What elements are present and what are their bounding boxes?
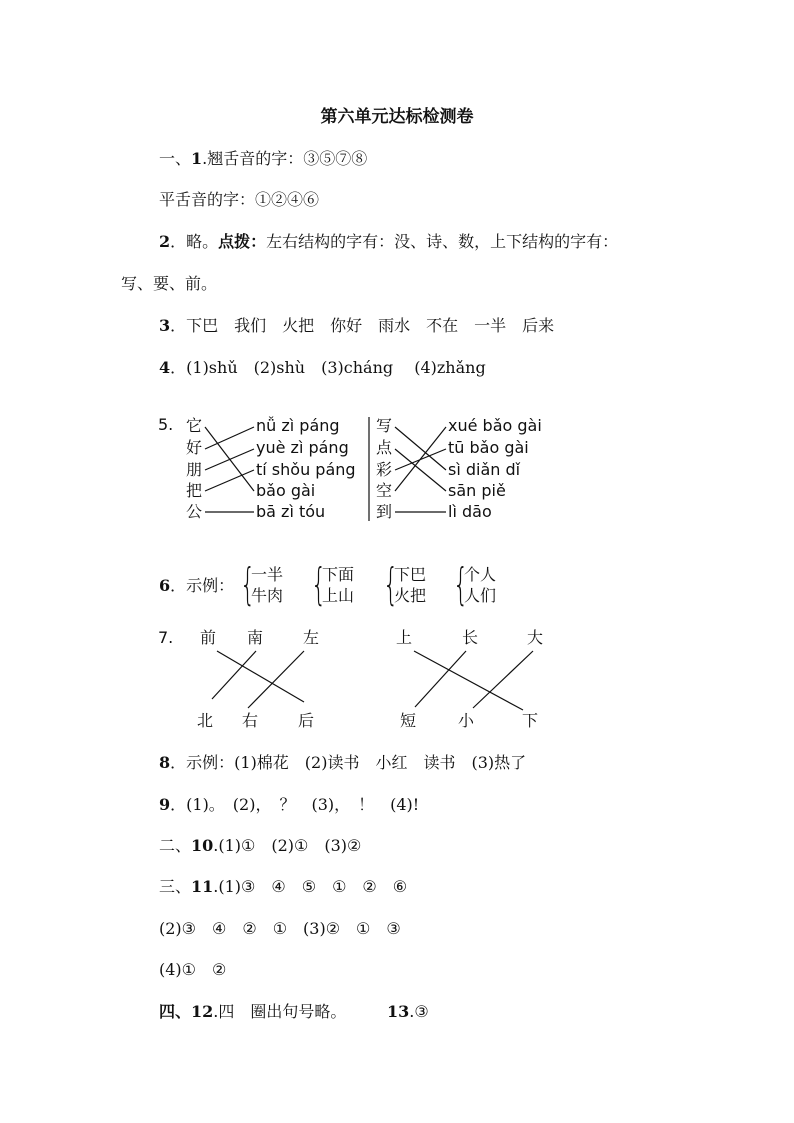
q7-bottom-char: 短 [400, 711, 417, 730]
question-number: 1 [191, 149, 203, 168]
q5-left-char: 朋 [186, 460, 203, 479]
q5-left-char: 公 [186, 502, 203, 521]
match-line [212, 651, 256, 699]
q5-right-char: 彩 [376, 460, 393, 479]
match-line [248, 651, 304, 708]
q5-right-pinyin: xué bǎo gài [448, 416, 542, 435]
q7-top-char: 上 [396, 628, 413, 647]
q1-line2: 平舌音的字：①②④⑥ [159, 190, 320, 209]
q10-line [159, 836, 361, 856]
q6-pair-top: 下面 [322, 565, 355, 584]
q5-right-pinyin: lì dāo [448, 502, 492, 521]
q5-left-pinyin: nǚ zì páng [256, 416, 340, 435]
match-line [414, 651, 523, 710]
q6-label-text: ．示例： [170, 576, 235, 595]
q8-line [159, 753, 526, 773]
q5-left-char: 把 [186, 481, 203, 500]
q5-left-char: 它 [186, 416, 203, 435]
q11-line3: (4)① ② [159, 960, 227, 979]
q6-pair-top: 一半 [251, 565, 284, 584]
q11-line1 [159, 877, 407, 897]
q6-pair-bottom: 人们 [464, 586, 497, 605]
q2-text-a: ．略。 [170, 232, 219, 251]
match-line [395, 427, 446, 470]
question-number: 2 [159, 232, 171, 251]
q7-top-char: 长 [462, 628, 479, 647]
q5-left-pinyin: bǎo gài [256, 481, 316, 500]
q13-text: .③ [409, 1002, 429, 1021]
q5-right-char: 写 [376, 416, 393, 435]
question-number: 8 [159, 753, 171, 772]
q6-pair-top: 个人 [464, 565, 497, 584]
q2-text-b: 左右结构的字有：没、诗、数，上下结构的字有： [266, 232, 619, 251]
question-number: 9 [159, 795, 171, 814]
q5-left-char: 好 [186, 438, 203, 457]
q8-text: ．示例：(1)棉花 (2)读书 小红 读书 (3)热了 [170, 753, 527, 772]
q12-line [159, 1002, 346, 1022]
question-number: 13 [387, 1002, 410, 1021]
q7-bottom-char: 下 [522, 711, 539, 730]
q2-line2: 写、要、前。 [121, 274, 218, 293]
question-number: 3 [159, 316, 171, 335]
q7-top-char: 大 [527, 628, 544, 647]
page-title: 第六单元达标检测卷 [320, 107, 474, 127]
q4-text: ．(1)shǔ (2)shù (3)cháng (4)zhǎng [170, 358, 486, 377]
q6-pair-top: 下巴 [394, 565, 427, 584]
q7-number: 7. [158, 628, 174, 647]
q5-right-pinyin: tū bǎo gài [448, 438, 529, 457]
q5-number: 5. [158, 415, 174, 434]
q5-right-char: 到 [376, 502, 393, 521]
q5-right-char: 空 [376, 481, 393, 500]
q11-line2: (2)③ ④ ② ① (3)② ① ③ [159, 919, 401, 938]
q9-line [159, 795, 419, 815]
q5-right-pinyin: sì diǎn dǐ [448, 460, 521, 479]
q12-text: .四 圈出句号略。 [213, 1002, 347, 1021]
q7-top-char: 南 [247, 628, 264, 647]
q11-text: .(1)③ ④ ⑤ ① ② ⑥ [213, 877, 408, 896]
q5-left-pinyin: bā zì tóu [256, 502, 326, 521]
match-line [395, 449, 446, 491]
q13-line [387, 1002, 429, 1022]
question-number: 10 [191, 836, 214, 855]
q5-left-pinyin: yuè zì páng [256, 438, 349, 457]
question-number: 11 [191, 877, 214, 896]
q1-text: .翘舌音的字：③⑤⑦⑧ [202, 149, 368, 168]
match-line [205, 449, 254, 470]
question-number: 4 [159, 358, 171, 377]
match-line [217, 651, 304, 702]
left-brace: { [240, 559, 256, 610]
left-brace: { [453, 559, 469, 610]
match-line [205, 427, 254, 449]
q7-bottom-char: 后 [298, 711, 315, 730]
hint-label: 点拨： [218, 232, 267, 251]
q6-pair-bottom: 牛肉 [251, 586, 284, 605]
q5-left-pinyin: tí shǒu páng [256, 460, 356, 479]
q9-text: ．(1)。 (2)， ？ (3)， ！ (4)! [170, 795, 420, 814]
section-prefix: 二、 [159, 836, 192, 855]
section-prefix: 三、 [159, 877, 192, 896]
section-prefix: 四、 [159, 1002, 192, 1021]
left-brace: { [383, 559, 399, 610]
q6-pair-bottom: 上山 [322, 586, 355, 605]
q10-text: .(1)① (2)① (3)② [213, 836, 362, 855]
q7-top-char: 左 [303, 628, 320, 647]
question-number: 12 [191, 1002, 214, 1021]
q5-right-char: 点 [376, 438, 393, 457]
match-line [395, 427, 446, 491]
q7-bottom-char: 右 [242, 711, 259, 730]
q7-bottom-char: 北 [197, 711, 214, 730]
question-number: 6 [159, 576, 171, 595]
q5-right-pinyin: sān piě [448, 481, 506, 500]
q6-pair-bottom: 火把 [394, 586, 427, 605]
match-line [415, 651, 466, 707]
section-prefix: 一、 [159, 149, 192, 168]
q3-text: ．下巴 我们 火把 你好 雨水 不在 一半 后来 [170, 316, 555, 335]
q7-top-char: 前 [200, 628, 217, 647]
left-brace: { [311, 559, 327, 610]
q7-bottom-char: 小 [458, 711, 475, 730]
